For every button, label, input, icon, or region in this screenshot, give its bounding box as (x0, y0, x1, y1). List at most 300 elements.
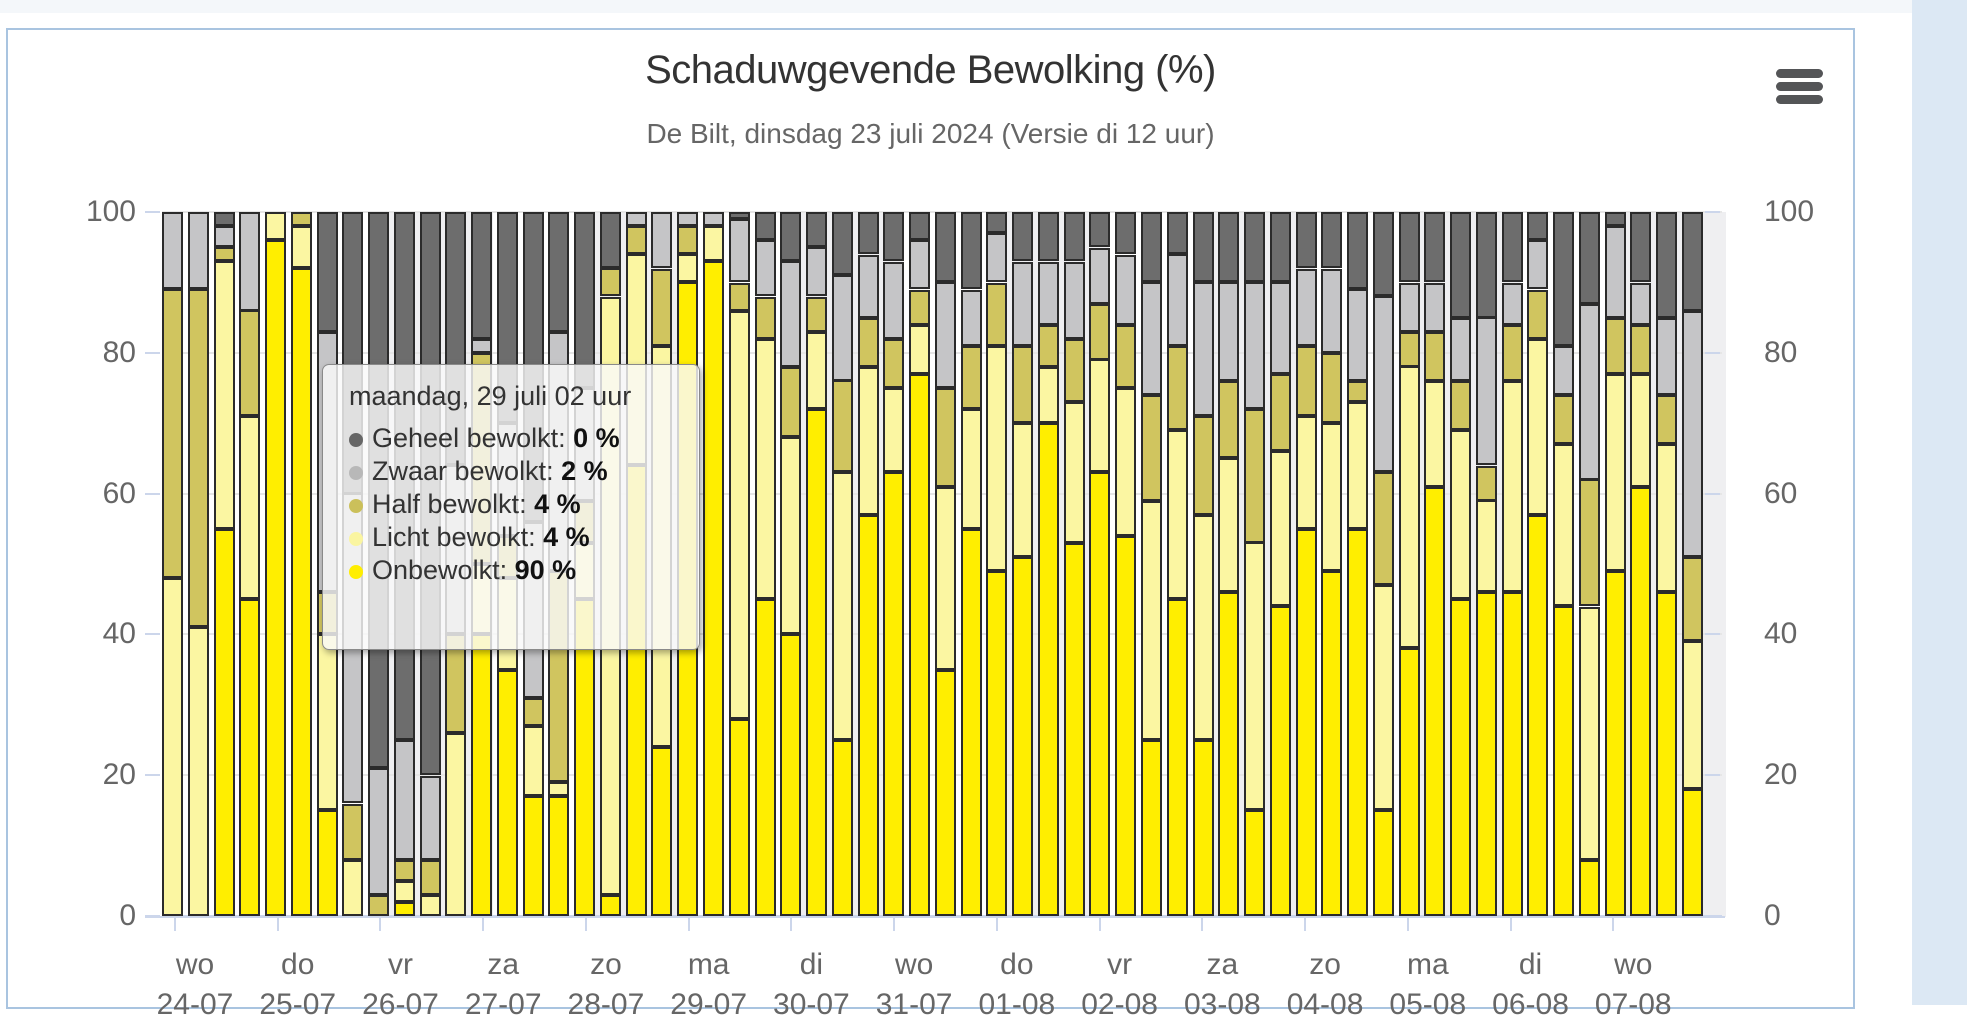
bar-segment-half-bewolkt (677, 226, 698, 254)
bar-segment-onbewolkt (239, 599, 260, 916)
bar-segment-half-bewolkt (1656, 395, 1677, 444)
bar-segment-geheel-bewolkt (1064, 212, 1085, 261)
bar-segment-geheel-bewolkt (1270, 212, 1291, 282)
bar-segment-licht-bewolkt (832, 472, 853, 740)
x-axis-tick (585, 918, 587, 931)
bar-segment-licht-bewolkt (986, 346, 1007, 571)
bar-column[interactable] (755, 212, 776, 916)
bar-segment-onbewolkt (1399, 648, 1420, 916)
day-label: vr (1107, 948, 1133, 981)
bar-segment-licht-bewolkt (1605, 374, 1626, 571)
y-axis-tick-left (145, 493, 160, 495)
bar-column[interactable] (1579, 212, 1600, 916)
bar-segment-zwaar-bewolkt (729, 219, 750, 282)
bar-segment-geheel-bewolkt (1012, 212, 1033, 261)
bar-column[interactable] (1141, 212, 1162, 916)
y-axis-label-left: 20 (102, 758, 136, 792)
bar-segment-onbewolkt (1682, 789, 1703, 916)
bar-segment-geheel-bewolkt (755, 212, 776, 240)
x-axis-line (145, 916, 1725, 918)
plot-area (8, 30, 1853, 1021)
bar-segment-onbewolkt (471, 634, 492, 916)
bar-column[interactable] (1167, 212, 1188, 916)
bar-segment-onbewolkt (548, 796, 569, 916)
x-axis-tick (379, 918, 381, 931)
bar-segment-zwaar-bewolkt (1296, 269, 1317, 346)
bar-segment-zwaar-bewolkt (755, 240, 776, 296)
bar-segment-licht-bewolkt (1630, 374, 1651, 487)
bar-segment-licht-bewolkt (188, 627, 209, 916)
bar-column[interactable] (935, 212, 956, 916)
bar-segment-licht-bewolkt (445, 733, 466, 916)
tooltip-label: Zwaar bewolkt: (372, 456, 562, 486)
y-axis-tick-right (1705, 211, 1720, 213)
bar-segment-zwaar-bewolkt (471, 339, 492, 353)
bar-segment-licht-bewolkt (1682, 641, 1703, 789)
bar-segment-half-bewolkt (214, 247, 235, 261)
day-label: ma (1406, 948, 1449, 981)
y-axis-label-right: 80 (1764, 335, 1798, 369)
bar-segment-geheel-bewolkt (1167, 212, 1188, 254)
bar-segment-geheel-bewolkt (1424, 212, 1445, 282)
bar-column[interactable] (1089, 212, 1110, 916)
bar-segment-geheel-bewolkt (883, 212, 904, 261)
bar-segment-zwaar-bewolkt (626, 212, 647, 226)
bar-segment-half-bewolkt (1424, 332, 1445, 381)
date-label: 04-08 (1286, 988, 1364, 1021)
bar-column[interactable] (780, 212, 801, 916)
day-label: ma (687, 948, 730, 981)
bar-segment-geheel-bewolkt (1244, 212, 1265, 282)
bar-column[interactable] (1373, 212, 1394, 916)
bar-segment-licht-bewolkt (1450, 430, 1471, 599)
bar-segment-half-bewolkt (394, 860, 415, 881)
bar-segment-onbewolkt (1502, 592, 1523, 916)
bar-column[interactable] (265, 212, 286, 916)
bar-segment-half-bewolkt (1321, 353, 1342, 423)
bar-segment-half-bewolkt (342, 804, 363, 860)
bar-segment-onbewolkt (291, 268, 312, 916)
y-axis-tick-right (1705, 774, 1720, 776)
bar-segment-half-bewolkt (239, 310, 260, 416)
bar-segment-geheel-bewolkt (1115, 212, 1136, 254)
day-label: do (1000, 948, 1034, 981)
bar-segment-geheel-bewolkt (317, 212, 338, 332)
bar-segment-licht-bewolkt (1579, 607, 1600, 860)
day-label: wo (175, 948, 215, 981)
bar-segment-licht-bewolkt (1141, 501, 1162, 740)
bar-column[interactable] (1270, 212, 1291, 916)
bar-segment-half-bewolkt (1038, 325, 1059, 367)
bar-segment-geheel-bewolkt (858, 212, 879, 254)
day-label: za (1206, 948, 1239, 981)
x-axis-tick (1407, 918, 1409, 931)
bar-column[interactable] (1347, 212, 1368, 916)
bar-segment-geheel-bewolkt (1141, 212, 1162, 282)
bar-column[interactable] (729, 212, 750, 916)
y-axis-label-right: 20 (1764, 758, 1798, 792)
bar-segment-geheel-bewolkt (1553, 212, 1574, 346)
x-axis-tick (893, 918, 895, 931)
bar-segment-half-bewolkt (755, 297, 776, 339)
bar-segment-onbewolkt (883, 472, 904, 916)
x-axis-tick (482, 918, 484, 931)
bar-segment-licht-bewolkt (703, 226, 724, 261)
series-bullet-icon (349, 466, 363, 480)
bar-segment-zwaar-bewolkt (1630, 283, 1651, 325)
bar-segment-geheel-bewolkt (832, 212, 853, 275)
bar-segment-licht-bewolkt (729, 311, 750, 719)
bar-segment-geheel-bewolkt (1450, 212, 1471, 318)
day-label: do (281, 948, 315, 981)
bar-segment-onbewolkt (832, 740, 853, 916)
bar-segment-half-bewolkt (909, 290, 930, 325)
bar-segment-onbewolkt (703, 261, 724, 916)
bar-segment-onbewolkt (858, 515, 879, 916)
bar-segment-half-bewolkt (1012, 346, 1033, 423)
bar-segment-geheel-bewolkt (1373, 212, 1394, 296)
bar-segment-geheel-bewolkt (1502, 212, 1523, 282)
bar-segment-geheel-bewolkt (1579, 212, 1600, 304)
bar-segment-geheel-bewolkt (1682, 212, 1703, 311)
bar-segment-geheel-bewolkt (1399, 212, 1420, 282)
bar-segment-geheel-bewolkt (1218, 212, 1239, 282)
bar-segment-geheel-bewolkt (1476, 212, 1497, 318)
bar-segment-half-bewolkt (935, 388, 956, 487)
bar-segment-zwaar-bewolkt (1270, 282, 1291, 374)
bar-column[interactable] (1656, 212, 1677, 916)
bar-segment-half-bewolkt (858, 318, 879, 367)
bar-segment-half-bewolkt (1630, 325, 1651, 374)
x-axis-tick (1612, 918, 1614, 931)
bar-column[interactable] (883, 212, 904, 916)
tooltip-label: Geheel bewolkt: (372, 423, 574, 453)
x-axis-tick (996, 918, 998, 931)
bar-segment-licht-bewolkt (909, 325, 930, 374)
bar-segment-geheel-bewolkt (574, 212, 595, 388)
series-bullet-icon (349, 532, 363, 546)
bar-segment-licht-bewolkt (523, 726, 544, 796)
y-axis-tick-left (145, 774, 160, 776)
bar-segment-onbewolkt (1167, 599, 1188, 916)
bar-segment-licht-bewolkt (1012, 423, 1033, 557)
bar-segment-onbewolkt (1115, 536, 1136, 916)
bar-segment-half-bewolkt (1296, 346, 1317, 416)
bar-segment-onbewolkt (729, 719, 750, 916)
bar-segment-onbewolkt (1605, 571, 1626, 916)
bar-segment-geheel-bewolkt (909, 212, 930, 240)
bar-segment-half-bewolkt (523, 698, 544, 726)
x-axis-tick (688, 918, 690, 931)
bar-column[interactable] (986, 212, 1007, 916)
bar-segment-half-bewolkt (1270, 374, 1291, 451)
bar-segment-onbewolkt (909, 374, 930, 916)
tooltip-row (349, 455, 699, 488)
bar-segment-onbewolkt (1244, 810, 1265, 916)
bar-segment-half-bewolkt (1218, 381, 1239, 458)
x-axis-tick (1304, 918, 1306, 931)
bar-column[interactable] (832, 212, 853, 916)
bar-segment-licht-bewolkt (1502, 381, 1523, 592)
day-label: di (799, 948, 824, 981)
bar-segment-zwaar-bewolkt (1012, 262, 1033, 346)
bar-column[interactable] (1605, 212, 1626, 916)
bar-segment-licht-bewolkt (1296, 416, 1317, 529)
bar-segment-licht-bewolkt (548, 782, 569, 796)
bar-segment-half-bewolkt (1682, 557, 1703, 641)
bar-segment-zwaar-bewolkt (1115, 255, 1136, 325)
bar-segment-zwaar-bewolkt (1502, 283, 1523, 325)
bar-column[interactable] (1450, 212, 1471, 916)
bar-segment-zwaar-bewolkt (239, 212, 260, 311)
bar-segment-geheel-bewolkt (1656, 212, 1677, 318)
bar-segment-zwaar-bewolkt (935, 282, 956, 388)
bar-segment-geheel-bewolkt (729, 212, 750, 219)
date-label: 05-08 (1389, 988, 1467, 1021)
bar-segment-half-bewolkt (1141, 395, 1162, 501)
bar-segment-zwaar-bewolkt (677, 212, 698, 226)
bar-column[interactable] (1399, 212, 1420, 916)
x-axis-tick (174, 918, 176, 931)
date-label: 25-07 (259, 988, 337, 1021)
series-bullet-icon (349, 499, 363, 513)
bar-segment-half-bewolkt (986, 283, 1007, 346)
bar-segment-geheel-bewolkt (548, 212, 569, 332)
bar-column[interactable] (1296, 212, 1317, 916)
bar-segment-zwaar-bewolkt (1553, 346, 1574, 395)
tooltip-row (349, 521, 699, 554)
bar-segment-licht-bewolkt (1244, 542, 1265, 810)
chart-title: Schaduwgevende Bewolking (%) (645, 48, 1216, 92)
date-label: 30-07 (773, 988, 850, 1021)
x-axis-tick (1099, 918, 1101, 931)
bar-segment-licht-bewolkt (1553, 444, 1574, 606)
side-panel (1912, 0, 1967, 1005)
bar-segment-zwaar-bewolkt (1399, 283, 1420, 332)
bar-segment-onbewolkt (600, 895, 621, 916)
bar-segment-licht-bewolkt (317, 634, 338, 810)
bar-segment-half-bewolkt (1347, 381, 1368, 402)
bar-segment-geheel-bewolkt (1193, 212, 1214, 282)
bar-segment-onbewolkt (1218, 592, 1239, 916)
bar-segment-half-bewolkt (626, 226, 647, 254)
bar-segment-half-bewolkt (729, 283, 750, 311)
day-label: wo (1614, 948, 1653, 981)
bar-segment-half-bewolkt (1089, 304, 1110, 360)
bar-segment-onbewolkt (1630, 487, 1651, 916)
tooltip-value: 0 % (573, 423, 620, 453)
y-axis-label-right: 60 (1764, 476, 1798, 510)
tooltip-row (349, 488, 699, 521)
bar-column[interactable] (1630, 212, 1651, 916)
bar-column[interactable] (239, 212, 260, 916)
bar-segment-geheel-bewolkt (1527, 212, 1548, 240)
bar-segment-licht-bewolkt (806, 332, 827, 409)
bar-column[interactable] (214, 212, 235, 916)
tooltip-label: Licht bewolkt: (372, 522, 544, 552)
bar-segment-licht-bewolkt (1115, 388, 1136, 536)
y-axis-tick-left (145, 352, 160, 354)
bar-segment-onbewolkt (1012, 557, 1033, 916)
bar-segment-onbewolkt (1193, 740, 1214, 916)
date-label: 01-08 (978, 988, 1056, 1021)
bar-segment-half-bewolkt (368, 895, 389, 916)
bar-segment-onbewolkt (1089, 472, 1110, 916)
bar-segment-half-bewolkt (1527, 290, 1548, 339)
bar-segment-onbewolkt (1321, 571, 1342, 916)
bar-segment-half-bewolkt (1064, 339, 1085, 402)
bar-column[interactable] (1193, 212, 1214, 916)
bar-column[interactable] (188, 212, 209, 916)
date-label: 26-07 (362, 988, 439, 1021)
bar-segment-onbewolkt (317, 810, 338, 916)
bar-segment-onbewolkt (1527, 515, 1548, 916)
bar-segment-geheel-bewolkt (806, 212, 827, 247)
bar-column[interactable] (1038, 212, 1059, 916)
bar-column[interactable] (1064, 212, 1085, 916)
bar-segment-licht-bewolkt (780, 437, 801, 634)
bar-segment-geheel-bewolkt (780, 212, 801, 261)
bar-segment-licht-bewolkt (394, 881, 415, 902)
bar-segment-half-bewolkt (832, 380, 853, 472)
bar-segment-zwaar-bewolkt (1527, 240, 1548, 289)
y-axis-tick-right (1705, 352, 1720, 354)
bar-segment-geheel-bewolkt (1321, 212, 1342, 268)
bar-segment-onbewolkt (1347, 529, 1368, 916)
bar-column[interactable] (162, 212, 183, 916)
bar-segment-geheel-bewolkt (1605, 212, 1626, 226)
bar-segment-zwaar-bewolkt (1605, 226, 1626, 318)
bar-segment-zwaar-bewolkt (1141, 282, 1162, 395)
bar-segment-half-bewolkt (1373, 472, 1394, 585)
bar-column[interactable] (1115, 212, 1136, 916)
bar-column[interactable] (1502, 212, 1523, 916)
bar-column[interactable] (1218, 212, 1239, 916)
y-axis-label-left: 100 (85, 195, 136, 228)
day-label: zo (1309, 948, 1341, 981)
tooltip-label: Onbewolkt: (372, 555, 515, 585)
bar-segment-onbewolkt (265, 240, 286, 916)
bar-column[interactable] (1553, 212, 1574, 916)
bar-segment-onbewolkt (1373, 810, 1394, 916)
bar-column[interactable] (291, 212, 312, 916)
bar-segment-licht-bewolkt (858, 367, 879, 515)
y-axis-label-right: 0 (1764, 899, 1781, 932)
bar-segment-licht-bewolkt (1399, 366, 1420, 648)
chart-card (6, 28, 1855, 1021)
tooltip-value: 2 % (561, 456, 608, 486)
y-axis-tick-left (145, 211, 160, 213)
bar-segment-onbewolkt (651, 747, 672, 916)
bar-segment-licht-bewolkt (1270, 451, 1291, 606)
bar-segment-onbewolkt (1296, 529, 1317, 916)
bar-segment-zwaar-bewolkt (1347, 289, 1368, 381)
bar-column[interactable] (909, 212, 930, 916)
tooltip (322, 364, 700, 650)
bar-segment-licht-bewolkt (1218, 458, 1239, 592)
bar-segment-onbewolkt (1579, 860, 1600, 916)
bar-segment-zwaar-bewolkt (1373, 296, 1394, 472)
bar-segment-zwaar-bewolkt (188, 212, 209, 289)
bar-segment-zwaar-bewolkt (1193, 282, 1214, 416)
bar-segment-zwaar-bewolkt (858, 255, 879, 318)
bar-segment-licht-bewolkt (291, 226, 312, 268)
bar-segment-zwaar-bewolkt (806, 247, 827, 296)
x-axis-tick (790, 918, 792, 931)
bar-segment-geheel-bewolkt (1038, 212, 1059, 261)
bar-segment-half-bewolkt (1579, 479, 1600, 606)
tooltip-label: Half bewolkt: (372, 489, 535, 519)
series-bullet-icon (349, 565, 363, 579)
bar-segment-half-bewolkt (1399, 332, 1420, 367)
bar-segment-geheel-bewolkt (1089, 212, 1110, 247)
bar-column[interactable] (1527, 212, 1548, 916)
bar-segment-zwaar-bewolkt (420, 776, 441, 860)
bar-segment-half-bewolkt (291, 212, 312, 226)
bar-column[interactable] (806, 212, 827, 916)
bar-column[interactable] (1682, 212, 1703, 916)
bar-segment-zwaar-bewolkt (909, 240, 930, 289)
day-label: zo (590, 948, 622, 981)
bar-segment-onbewolkt (780, 634, 801, 916)
bar-segment-licht-bewolkt (162, 578, 183, 916)
y-axis-tick-left (145, 633, 160, 635)
bar-segment-licht-bewolkt (214, 261, 235, 529)
y-axis-label-right: 100 (1764, 195, 1815, 228)
date-label: 28-07 (567, 988, 645, 1021)
bar-segment-half-bewolkt (651, 269, 672, 346)
bar-segment-half-bewolkt (420, 860, 441, 895)
bar-segment-licht-bewolkt (1038, 367, 1059, 423)
bar-column[interactable] (961, 212, 982, 916)
bar-segment-zwaar-bewolkt (832, 275, 853, 381)
day-label: di (1518, 948, 1543, 981)
bar-column[interactable] (858, 212, 879, 916)
bar-segment-onbewolkt (394, 902, 415, 916)
y-axis-label-left: 60 (102, 476, 136, 510)
bar-segment-half-bewolkt (1167, 346, 1188, 430)
bar-segment-half-bewolkt (883, 339, 904, 388)
date-label: 07-08 (1594, 988, 1672, 1021)
tooltip-rows (349, 422, 699, 587)
bar-segment-onbewolkt (1141, 740, 1162, 916)
bar-segment-onbewolkt (806, 409, 827, 916)
bar-segment-licht-bewolkt (1476, 500, 1497, 592)
bar-segment-geheel-bewolkt (935, 212, 956, 282)
bar-segment-licht-bewolkt (265, 212, 286, 240)
bar-segment-zwaar-bewolkt (1579, 304, 1600, 480)
day-label: wo (894, 948, 934, 981)
bar-segment-onbewolkt (1476, 592, 1497, 916)
bar-segment-zwaar-bewolkt (1656, 318, 1677, 395)
bar-column[interactable] (1476, 212, 1497, 916)
bar-column[interactable] (1244, 212, 1265, 916)
bar-column[interactable] (1321, 212, 1342, 916)
bar-segment-onbewolkt (986, 571, 1007, 916)
bar-column[interactable] (1424, 212, 1445, 916)
bar-segment-licht-bewolkt (883, 388, 904, 472)
bar-segment-half-bewolkt (600, 268, 621, 296)
bar-segment-geheel-bewolkt (1296, 212, 1317, 268)
bar-segment-onbewolkt (523, 796, 544, 916)
bar-segment-geheel-bewolkt (600, 212, 621, 268)
bar-segment-geheel-bewolkt (1347, 212, 1368, 289)
bar-column[interactable] (1012, 212, 1033, 916)
date-label: 02-08 (1081, 988, 1158, 1021)
bar-segment-zwaar-bewolkt (780, 261, 801, 367)
bar-column[interactable] (703, 212, 724, 916)
bar-segment-zwaar-bewolkt (1244, 282, 1265, 409)
